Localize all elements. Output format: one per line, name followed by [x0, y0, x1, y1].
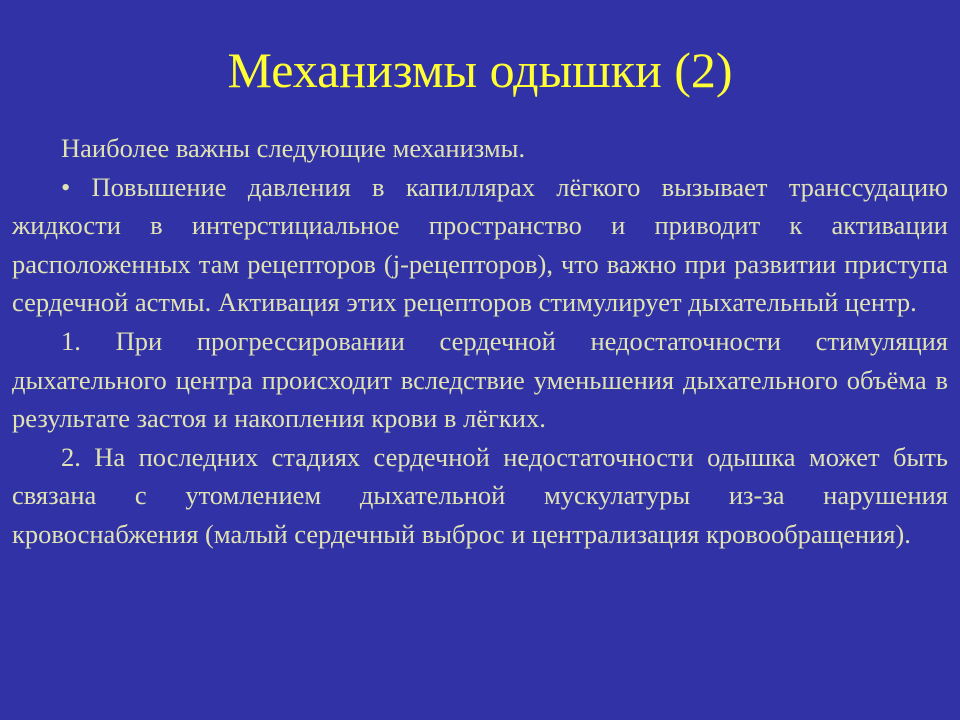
slide-title: Механизмы одышки (2): [227, 42, 733, 98]
paragraph-item-2: 2. На последних стадиях сердечной недостаточности одышка может быть связана с утомлением дыхательной мускулатуры из-за нарушения кровоснабжения (малый сердечный выброс и централизация кровообращения).: [12, 441, 948, 549]
slide-body: [12, 129, 948, 554]
intro-text: Наиболее важны следующие механизмы.: [61, 133, 526, 163]
paragraph-item-1: 1. При прогрессировании сердечной недостаточности стимуляция дыхательного центра происходит вследствие уменьшения дыхательного объёма в результате застоя и накопления крови в лёгких.: [12, 325, 948, 434]
paragraph-bullet: • Повышение давления в капиллярах лёгкого вызывает транссудацию жидкости в интерстициальное пространство и приводит к активации расположенных там рецепторов (j-рецепторов), что важно при развитии приступа сердечной астмы. Активация этих рецепторов стимулирует дыхательный центр.: [12, 171, 948, 318]
